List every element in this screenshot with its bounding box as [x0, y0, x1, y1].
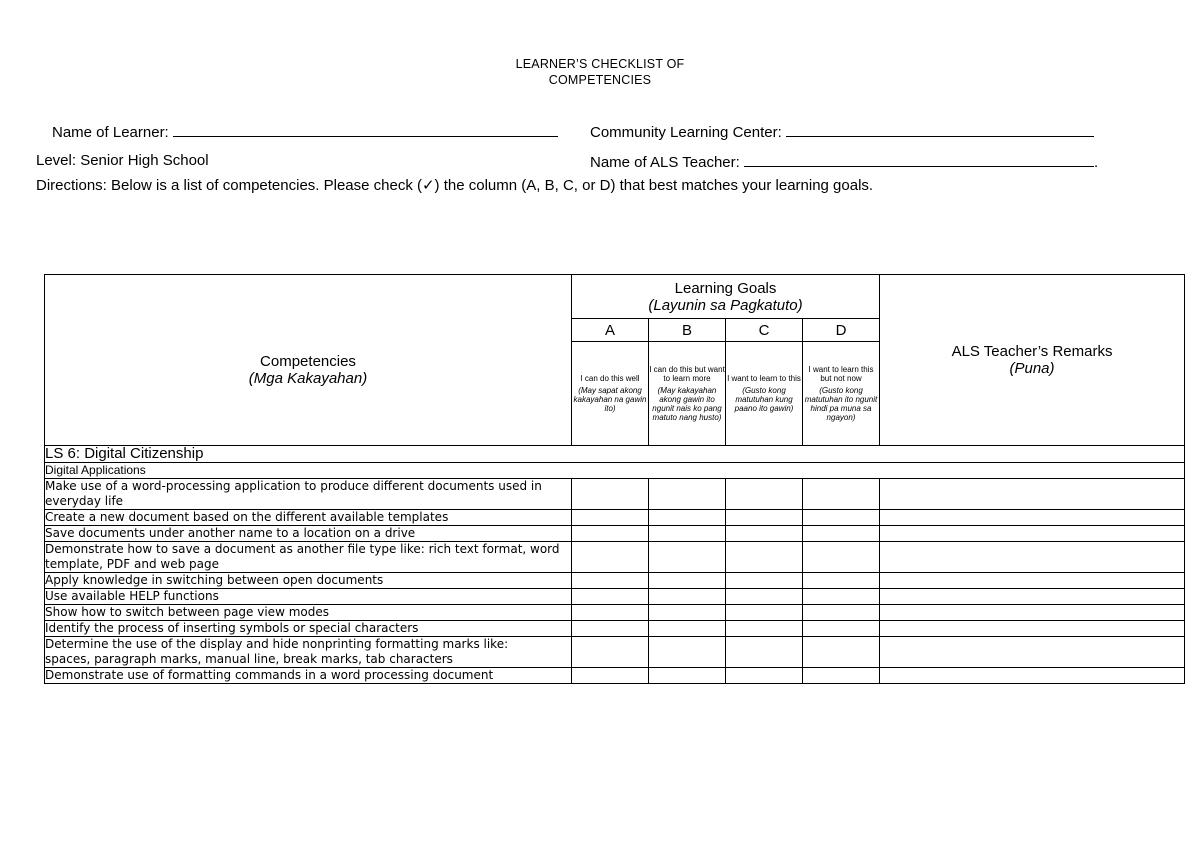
remarks-header-en: ALS Teacher’s Remarks	[951, 343, 1113, 360]
checkbox-cell-b[interactable]	[649, 479, 726, 510]
checkbox-cell-d[interactable]	[803, 621, 880, 637]
checkbox-cell-c[interactable]	[726, 542, 803, 573]
table-row	[45, 605, 1185, 621]
column-a-letter: A	[572, 319, 649, 342]
table-row	[45, 573, 1185, 589]
clc-blank[interactable]	[786, 122, 1094, 137]
column-d-fil: (Gusto kong matutuhan ito ngunit hindi pa muna sa ngayon)	[804, 386, 878, 422]
checkbox-cell-a[interactable]	[572, 668, 649, 684]
checkbox-cell-a[interactable]	[572, 589, 649, 605]
remarks-cell[interactable]	[880, 479, 1185, 510]
competency-text: Save documents under another name to a location on a drive	[45, 526, 572, 542]
remarks-cell[interactable]	[880, 510, 1185, 526]
checkbox-cell-b[interactable]	[649, 621, 726, 637]
remarks-header-fil: (Puna)	[1009, 360, 1055, 377]
checkbox-cell-a[interactable]	[572, 573, 649, 589]
column-c-letter: C	[726, 319, 803, 342]
remarks-cell[interactable]	[880, 621, 1185, 637]
competencies-header-en: Competencies	[260, 353, 356, 370]
checkbox-cell-b[interactable]	[649, 589, 726, 605]
checkbox-cell-d[interactable]	[803, 510, 880, 526]
remarks-cell[interactable]	[880, 637, 1185, 668]
competency-text: Create a new document based on the different available templates	[45, 510, 572, 526]
teacher-field	[590, 152, 1098, 171]
checkbox-cell-a[interactable]	[572, 510, 649, 526]
column-c-en: I want to learn to this	[727, 374, 801, 383]
competencies-header	[45, 275, 572, 446]
checkbox-cell-c[interactable]	[726, 510, 803, 526]
checkbox-cell-b[interactable]	[649, 542, 726, 573]
learning-goals-en: Learning Goals	[674, 279, 777, 297]
checkbox-cell-d[interactable]	[803, 573, 880, 589]
column-b-letter: B	[649, 319, 726, 342]
remarks-cell[interactable]	[880, 605, 1185, 621]
learning-goals-fil: (Layunin sa Pagkatuto)	[648, 296, 803, 314]
table-row	[45, 542, 1185, 573]
checkbox-cell-c[interactable]	[726, 589, 803, 605]
clc-label: Community Learning Center:	[590, 124, 782, 141]
learner-name-field	[52, 122, 558, 141]
competency-text: Identify the process of inserting symbols or special characters	[45, 621, 572, 637]
title-line-1: LEARNER’S CHECKLIST OF	[515, 57, 685, 71]
level-field	[36, 152, 209, 169]
column-a-description	[572, 342, 649, 446]
learning-goals-header	[572, 275, 880, 319]
checkbox-cell-b[interactable]	[649, 573, 726, 589]
competencies-header-fil: (Mga Kakayahan)	[248, 370, 368, 387]
checkbox-cell-b[interactable]	[649, 510, 726, 526]
checkbox-cell-b[interactable]	[649, 605, 726, 621]
competency-text: Use available HELP functions	[45, 589, 572, 605]
checkbox-cell-d[interactable]	[803, 542, 880, 573]
column-d-letter: D	[803, 319, 880, 342]
document-title	[0, 56, 1200, 88]
column-c-fil: (Gusto kong matutuhan kung paano ito gawin)	[734, 386, 794, 413]
table-row	[45, 510, 1185, 526]
checkbox-cell-d[interactable]	[803, 605, 880, 621]
column-d-description	[803, 342, 880, 446]
checkbox-cell-a[interactable]	[572, 637, 649, 668]
competency-text: Apply knowledge in switching between open documents	[45, 573, 572, 589]
checkbox-cell-c[interactable]	[726, 621, 803, 637]
competency-text: Demonstrate use of formatting commands in a word processing document	[45, 668, 572, 684]
table-row	[45, 637, 1185, 668]
table-row	[45, 621, 1185, 637]
checkbox-cell-c[interactable]	[726, 526, 803, 542]
remarks-cell[interactable]	[880, 573, 1185, 589]
teacher-label: Name of ALS Teacher:	[590, 154, 740, 171]
competency-text: Make use of a word-processing application to produce different documents used in everyday life	[45, 479, 572, 510]
checkbox-cell-d[interactable]	[803, 589, 880, 605]
remarks-cell[interactable]	[880, 542, 1185, 573]
checkbox-cell-c[interactable]	[726, 479, 803, 510]
table-row	[45, 668, 1185, 684]
checkbox-cell-d[interactable]	[803, 637, 880, 668]
checkbox-cell-b[interactable]	[649, 637, 726, 668]
learner-name-label: Name of Learner:	[52, 124, 169, 141]
competency-text: Determine the use of the display and hide nonprinting formatting marks like: spaces, paragraph marks, manual line, break marks, tab characters	[45, 637, 572, 668]
competency-rows	[45, 479, 1185, 684]
clc-field	[590, 122, 1094, 141]
title-line-2: COMPETENCIES	[548, 73, 652, 87]
competency-text: Demonstrate how to save a document as another file type like: rich text format, word template, PDF and web page	[45, 542, 572, 573]
column-b-fil: (May kakayahan akong gawin ito ngunit nais ko pang matuto nang husto)	[652, 386, 722, 422]
checkbox-cell-a[interactable]	[572, 621, 649, 637]
teacher-blank[interactable]	[744, 152, 1094, 167]
directions: Directions: Below is a list of competencies. Please check (✓) the column (A, B, C, or D) that best matches your learning goals.	[36, 177, 874, 194]
checkbox-cell-c[interactable]	[726, 668, 803, 684]
checkbox-cell-a[interactable]	[572, 605, 649, 621]
remarks-cell[interactable]	[880, 589, 1185, 605]
checkbox-cell-c[interactable]	[726, 637, 803, 668]
section-heading: LS 6: Digital Citizenship	[45, 446, 1185, 463]
checkbox-cell-b[interactable]	[649, 526, 726, 542]
checkbox-cell-c[interactable]	[726, 573, 803, 589]
checkbox-cell-d[interactable]	[803, 526, 880, 542]
remarks-cell[interactable]	[880, 668, 1185, 684]
column-d-en: I want to learn this but not now	[808, 365, 874, 383]
table-row	[45, 479, 1185, 510]
checkbox-cell-a[interactable]	[572, 542, 649, 573]
table-row	[45, 589, 1185, 605]
learner-name-blank[interactable]	[173, 122, 558, 137]
checkbox-cell-b[interactable]	[649, 668, 726, 684]
column-c-description	[726, 342, 803, 446]
column-a-en: I can do this well	[580, 374, 640, 383]
checkbox-cell-d[interactable]	[803, 668, 880, 684]
column-b-en: I can do this but want to learn more	[649, 365, 725, 383]
competency-text: Show how to switch between page view modes	[45, 605, 572, 621]
subsection-heading: Digital Applications	[45, 463, 1185, 479]
checkbox-cell-c[interactable]	[726, 605, 803, 621]
level-label: Level: Senior High School	[36, 152, 209, 169]
checkbox-cell-a[interactable]	[572, 526, 649, 542]
table-row	[45, 526, 1185, 542]
column-b-description	[649, 342, 726, 446]
remarks-header	[880, 275, 1185, 446]
teacher-end: .	[1093, 154, 1099, 171]
competency-table	[44, 274, 1185, 684]
remarks-cell[interactable]	[880, 526, 1185, 542]
column-a-fil: (May sapat akong kakayahan na gawin ito)	[573, 386, 647, 413]
checkbox-cell-d[interactable]	[803, 479, 880, 510]
checkbox-cell-a[interactable]	[572, 479, 649, 510]
